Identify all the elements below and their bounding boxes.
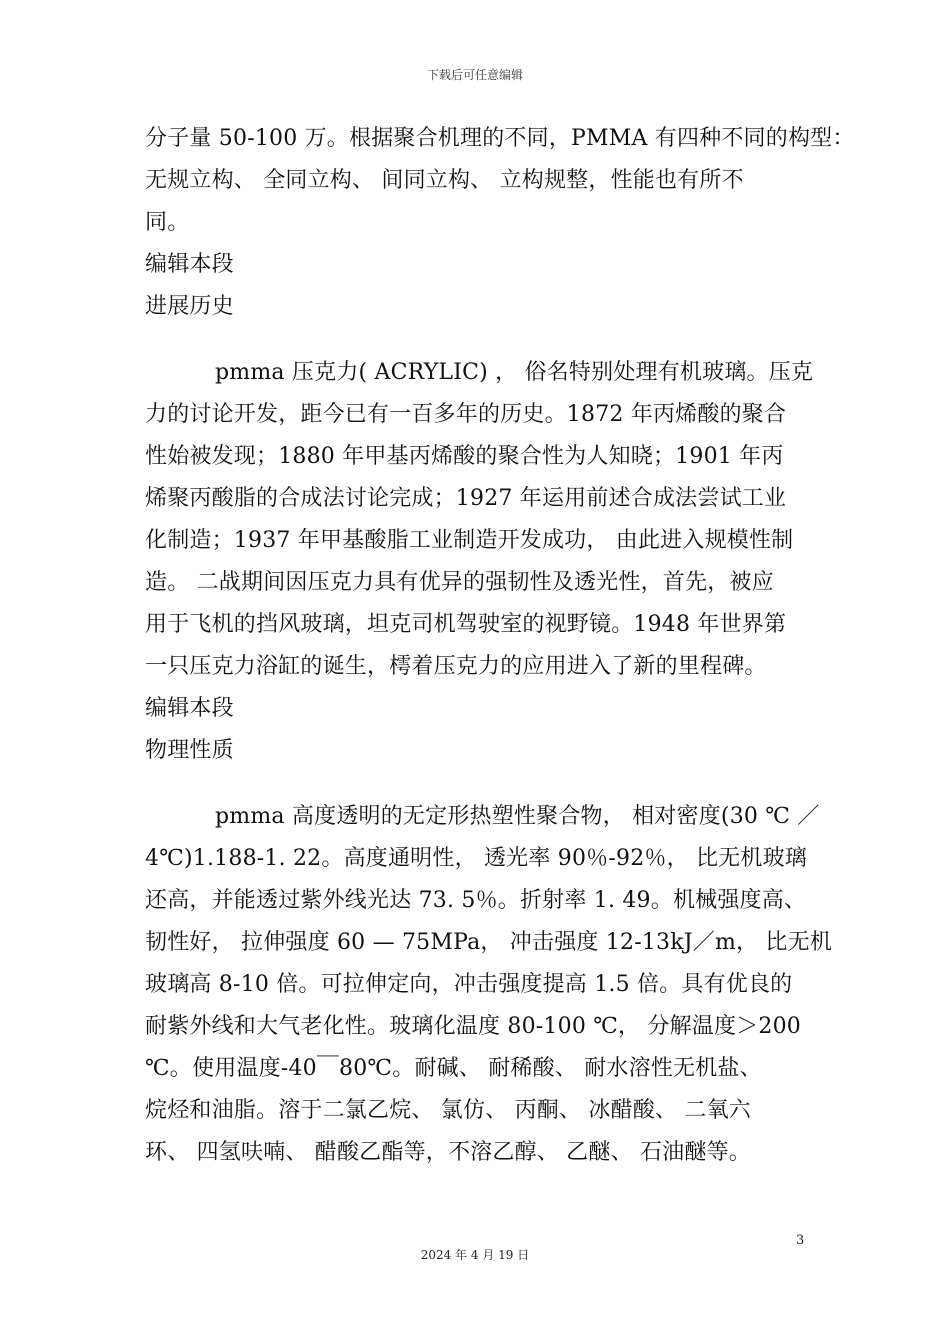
paragraph-line: 性始被发现；1880 年甲基丙烯酸的聚合性为人知晓；1901 年丙 — [145, 444, 784, 469]
paragraph-line: 玻璃高 8-10 倍。可拉伸定向，冲击强度提高 1.5 倍。具有优良的 — [145, 972, 793, 997]
page-footer-date: 2024 年 4 月 19 日 — [420, 1248, 530, 1262]
paragraph-line: 还高，并能透过紫外线光达 73. 5％。折射率 1. 49。机械强度高、 — [145, 888, 807, 913]
paragraph-line: 环、 四氢呋喃、 醋酸乙酯等，不溶乙醇、 乙醚、 石油醚等。 — [145, 1140, 751, 1165]
paragraph-line: ℃。使用温度-40￣80℃。耐碱、 耐稀酸、 耐水溶性无机盐、 — [145, 1056, 762, 1081]
section-heading: 进展历史 — [145, 294, 234, 319]
paragraph-line: 4℃)1.188-1. 22。高度通明性， 透光率 90％-92％， 比无机玻璃 — [145, 846, 807, 871]
paragraph-line: 力的讨论开发，距今已有一百多年的历史。1872 年丙烯酸的聚合 — [145, 402, 787, 427]
paragraph-line: 烷烃和油脂。溶于二氯乙烷、 氯仿、 丙酮、 冰醋酸、 二氧六 — [145, 1098, 751, 1123]
page-number: 3 — [796, 1233, 805, 1248]
document-body — [145, 118, 855, 1174]
paragraph-line: 耐紫外线和大气老化性。玻璃化温度 80-100 ℃， 分解温度＞200 — [145, 1014, 802, 1039]
paragraph-line: 一只压克力浴缸的诞生，樗着压克力的应用进入了新的里程碑。 — [145, 654, 767, 679]
intro-line: 同。 — [145, 210, 190, 235]
edit-section-label: 编辑本段 — [145, 696, 234, 721]
paragraph-line: pmma 压克力( ACRYLIC) ， 俗名特别处理有机玻璃。压克 — [215, 360, 814, 385]
paragraph-line: 烯聚丙酸脂的合成法讨论完成；1927 年运用前述合成法尝试工业 — [145, 486, 787, 511]
edit-section-label: 编辑本段 — [145, 252, 234, 277]
paragraph-gap — [145, 772, 810, 796]
paragraph-line: 韧性好， 拉伸强度 60 — 75MPa， 冲击强度 12-13kJ／m， 比无机 — [145, 930, 833, 955]
paragraph-line: 化制造；1937 年甲基酸脂工业制造开发成功， 由此进入规模性制 — [145, 528, 794, 553]
paragraph-line: pmma 高度透明的无定形热塑性聚合物， 相对密度(30 ℃ ／ — [215, 804, 820, 829]
intro-line: 分子量 50-100 万。根据聚合机理的不同，PMMA 有四种不同的构型： — [145, 126, 855, 151]
paragraph-line: 造。 二战期间因压克力具有优异的强韧性及透光性，首先，被应 — [145, 570, 774, 595]
intro-line: 无规立构、 全同立构、 间同立构、 立构规整，性能也有所不 — [145, 168, 744, 193]
paragraph-gap — [145, 328, 810, 352]
page-header: 下载后可任意编辑 — [426, 68, 523, 82]
paragraph-line: 用于飞机的挡风玻璃，坦克司机驾驶室的视野镜。1948 年世界第 — [145, 612, 787, 637]
section-heading: 物理性质 — [145, 738, 234, 763]
